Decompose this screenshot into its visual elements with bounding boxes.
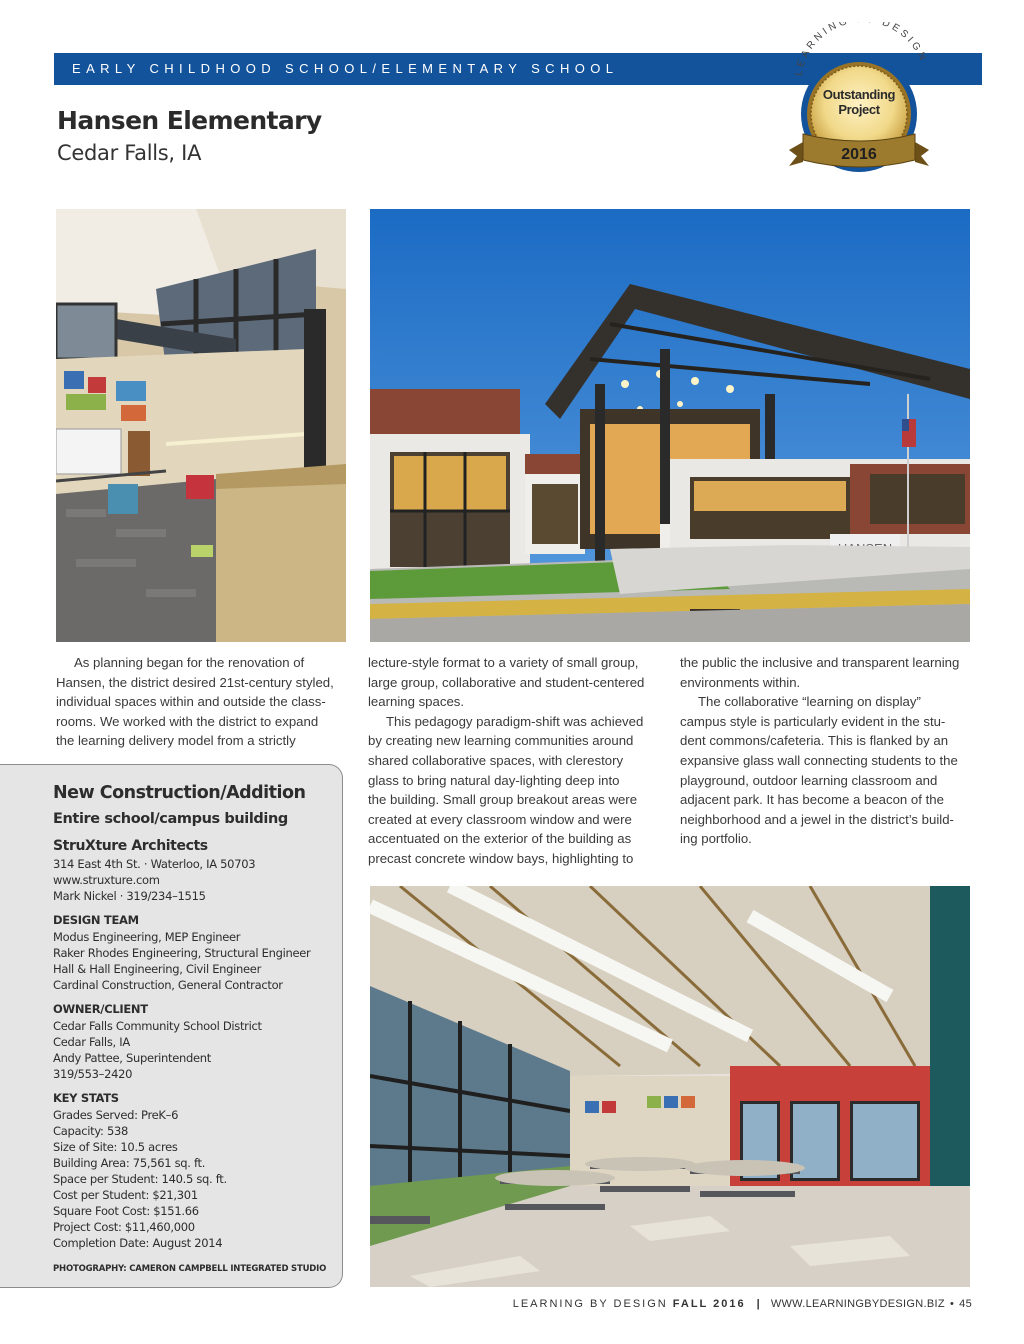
owner-client-line: Cedar Falls, IA: [53, 1035, 130, 1049]
key-stats-heading: KEY STATS: [53, 1091, 119, 1105]
body-line: glass to bring natural day-lighting deep into: [368, 772, 620, 788]
body-line: Hansen, the district desired 21st-century styled,: [56, 674, 334, 690]
body-line: precast concrete window bays, highlighting to: [368, 850, 634, 866]
key-stat-line: Cost per Student: $21,301: [53, 1188, 198, 1202]
body-line: This pedagogy paradigm-shift was achieved: [386, 713, 644, 729]
page-title: Hansen Elementary: [57, 106, 322, 135]
body-line: ing portfolio.: [680, 831, 752, 847]
design-team-line: Raker Rhodes Engineering, Structural Engineer: [53, 946, 311, 960]
body-line: learning spaces.: [368, 694, 465, 710]
badge-year: 2016: [841, 146, 877, 163]
cafeteria-photo: [370, 886, 970, 1287]
body-line: the public the inclusive and transparent learning: [680, 655, 960, 670]
page-subtitle-location: Cedar Falls, IA: [57, 141, 202, 165]
project-scope: Entire school/campus building: [53, 811, 288, 827]
body-column-3: [680, 653, 980, 849]
owner-client-line: 319/553–2420: [53, 1067, 133, 1081]
owner-client-line: Andy Pattee, Superintendent: [53, 1051, 211, 1065]
footer-bullet: •: [949, 1298, 955, 1310]
page-number: 45: [959, 1298, 972, 1310]
body-line: adjacent park. It has become a beacon of the: [680, 792, 944, 808]
exterior-entrance-photo: [370, 209, 970, 642]
firm-website: www.struxture.com: [53, 873, 160, 887]
body-line: lecture-style format to a variety of small group,: [368, 655, 639, 670]
design-team-line: Hall & Hall Engineering, Civil Engineer: [53, 962, 262, 976]
body-line: neighborhood and a jewel in the district’s build-: [680, 811, 954, 827]
key-stat-line: Project Cost: $11,460,000: [53, 1220, 195, 1234]
page-footer: [513, 1298, 972, 1310]
interior-commons-photo: [56, 209, 346, 642]
body-line: the building. Small group breakout areas were: [368, 792, 638, 808]
design-team-line: Modus Engineering, MEP Engineer: [53, 930, 241, 944]
body-column-2: [368, 653, 664, 869]
body-line: the learning delivery model from a strictly: [56, 733, 296, 749]
category-label: EARLY CHILDHOOD SCHOOL/ELEMENTARY SCHOOL: [72, 61, 619, 76]
body-line: shared collaborative spaces, with clerestory: [368, 752, 624, 768]
key-stat-line: Square Foot Cost: $151.66: [53, 1204, 199, 1218]
body-line: large group, collaborative and student-centered: [368, 674, 645, 690]
design-team-heading: DESIGN TEAM: [53, 913, 139, 927]
design-team-line: Cardinal Construction, General Contractor: [53, 978, 283, 992]
key-stat-line: Building Area: 75,561 sq. ft.: [53, 1156, 206, 1170]
body-line: campus style is particularly evident in the stu-: [680, 713, 946, 729]
key-stat-line: Size of Site: 10.5 acres: [53, 1140, 178, 1154]
key-stat-line: Space per Student: 140.5 sq. ft.: [53, 1172, 227, 1186]
badge-arc-text: LEARNING DESIGN: [793, 22, 930, 77]
key-stat-line: Completion Date: August 2014: [53, 1236, 223, 1250]
project-facts-sidebar: [0, 764, 343, 1288]
badge-line-outstanding: Outstanding: [822, 87, 896, 102]
award-badge: [783, 22, 943, 182]
body-line: individual spaces within and outside the class-: [56, 694, 326, 710]
body-line: accentuated on the exterior of the building as: [368, 831, 632, 847]
footer-website: WWW.LEARNINGBYDESIGN.BIZ: [770, 1298, 945, 1310]
body-column-1: [56, 653, 348, 751]
firm-contact: Mark Nickel · 319/234–1515: [53, 889, 206, 903]
body-line: by creating new learning communities around: [368, 733, 634, 749]
owner-client-heading: OWNER/CLIENT: [53, 1002, 148, 1016]
firm-address: 314 East 4th St. · Waterloo, IA 50703: [53, 857, 256, 871]
body-line: dent commons/cafeteria. This is flanked by an: [680, 733, 949, 749]
body-line: environments within.: [680, 674, 801, 690]
body-line: playground, outdoor learning classroom and: [680, 772, 938, 788]
footer-issue: FALL 2016: [672, 1298, 746, 1310]
badge-line-project: Project: [838, 102, 880, 117]
key-stat-line: Grades Served: PreK–6: [53, 1108, 179, 1122]
footer-publication: LEARNING BY DESIGN: [512, 1298, 668, 1310]
firm-name: StruXture Architects: [53, 838, 208, 854]
owner-client-line: Cedar Falls Community School District: [53, 1019, 262, 1033]
body-line: The collaborative “learning on display”: [698, 694, 921, 710]
project-type-heading: New Construction/Addition: [53, 783, 306, 803]
footer-separator: |: [756, 1298, 760, 1310]
body-line: expansive glass wall connecting students to the: [680, 752, 958, 768]
body-line: created at every classroom window and were: [368, 811, 632, 827]
photo-credit: PHOTOGRAPHY: CAMERON CAMPBELL INTEGRATED STUDIO: [53, 1264, 327, 1274]
body-line: As planning began for the renovation of: [74, 655, 305, 670]
key-stat-line: Capacity: 538: [53, 1124, 128, 1138]
body-line: rooms. We worked with the district to expand: [56, 713, 319, 729]
